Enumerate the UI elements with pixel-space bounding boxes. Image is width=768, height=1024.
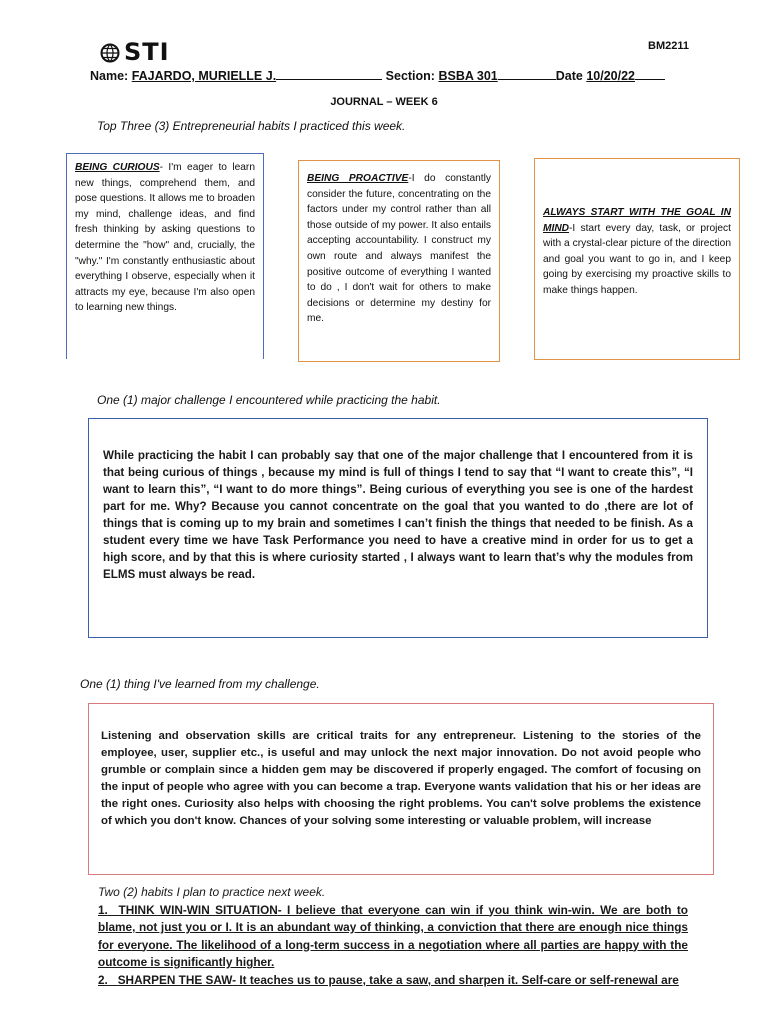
habit-heading: BEING PROACTIVE bbox=[307, 173, 409, 184]
section-value: BSBA 301 bbox=[438, 69, 498, 83]
next-habit-item bbox=[98, 902, 688, 972]
learned-text: Listening and observation skills are critical traits for any entrepreneur. Listening to the stories of the employee, user, supplier etc., is useful and may unlock the next major innovation. Do not avoid people who grumble or complain since a hidden gem may be discovered if properly engaged. The comfort of focusing on the input of people who agree with you can become a trap. Everyone wants validation that his or her ideas are the right ones. Curiosity also helps with choosing the right problems. You can't solve problems the existence of which you don't know. Chances of your solving some interesting or valuable problem, will increase bbox=[101, 730, 701, 827]
challenge-prompt: One (1) major challenge I encountered while practicing the habit. bbox=[97, 393, 441, 407]
student-info-row bbox=[90, 67, 665, 83]
date-value: 10/20/22 bbox=[586, 69, 635, 83]
habit-card-goal bbox=[534, 158, 740, 360]
globe-icon bbox=[100, 43, 122, 63]
item-number: 2. bbox=[98, 972, 108, 987]
habit-body: -I do constantly consider the future, concentrating on the factors under my control rather than all those outside of my power. It also entails accepting accountability. I construct my own route and always manifest the positive outcome of everything I wanted to do , I don't wait for others to make decisions or determine my destiny for me. bbox=[307, 173, 491, 325]
challenge-box bbox=[88, 418, 708, 638]
next-week-section bbox=[98, 884, 688, 989]
logo-text: STI bbox=[124, 38, 170, 66]
document-code: BM2211 bbox=[648, 40, 689, 52]
section-label: Section: bbox=[385, 69, 435, 83]
item-number: 1. bbox=[98, 902, 108, 917]
habit-body: -I start every day, task, or project with a crystal-clear picture of the direction and goal you want to go in, and I keep going by exercising my proactive skills to make things happen. bbox=[543, 222, 731, 296]
challenge-text: While practicing the habit I can probably say that one of the major challenge that I encountered from it is that being curious of things , because my mind is full of things I tend to say that “I want to create this”, “I want to learn this”, “I want to do more things”. Being curious of everything you see is one of the hardest part for me. Why? Because you cannot concentrate on the goal that you wanted to do ,there are lot of things that is coming up to my brain and sometimes I can’t finish the things that needed to be finish. As a student every time we have Task Performance you need to have a creative mind in order for us to get a high score, and by that this is where curiosity started , I always want to learn that’s why the modules from ELMS must always be read. bbox=[103, 449, 693, 581]
journal-title: JOURNAL – WEEK 6 bbox=[330, 96, 438, 108]
habit-card-curious bbox=[66, 153, 264, 359]
sti-logo bbox=[100, 38, 170, 66]
learned-prompt: One (1) thing I've learned from my challenge. bbox=[80, 677, 320, 691]
item-body: - It teaches us to pause, take a saw, and sharpen it. Self-care or self-renewal are bbox=[232, 972, 679, 987]
date-label: Date bbox=[555, 69, 583, 83]
name-value: FAJARDO, MURIELLE J. bbox=[131, 69, 277, 83]
top-three-prompt: Top Three (3) Entrepreneurial habits I practiced this week. bbox=[97, 119, 406, 133]
next-week-prompt: Two (2) habits I plan to practice next week. bbox=[98, 885, 326, 899]
item-heading: SHARPEN THE SAW bbox=[117, 972, 233, 987]
learned-box bbox=[88, 703, 714, 875]
item-heading: THINK WIN-WIN SITUATION bbox=[118, 902, 278, 917]
habit-heading: ALWAYS START WITH THE GOAL IN MIND bbox=[543, 207, 731, 234]
habit-card-proactive bbox=[298, 160, 500, 362]
item-body: - I believe that everyone can win if you think win-win. We are both to blame, not just you or I. It is an abundant way of thinking, a conviction that there are enough nice things for everyone. The likelihood of a long-term success in a negotiation where all parties are happy with the outcome is significantly higher. bbox=[98, 902, 688, 969]
name-label: Name: bbox=[90, 69, 129, 83]
habit-body: - I'm eager to learn new things, comprehend them, and pose questions. It allows me to broaden my mind, challenge ideas, and find fresh thinking by asking questions to determine the "how" and, crucially, the "why." I'm constantly enthusiastic about everything I observe, especially when it attracts my eye, because I'm also open to learning new things. bbox=[75, 162, 255, 314]
habit-heading: BEING CURIOUS bbox=[75, 162, 160, 173]
next-habit-item bbox=[98, 972, 688, 990]
